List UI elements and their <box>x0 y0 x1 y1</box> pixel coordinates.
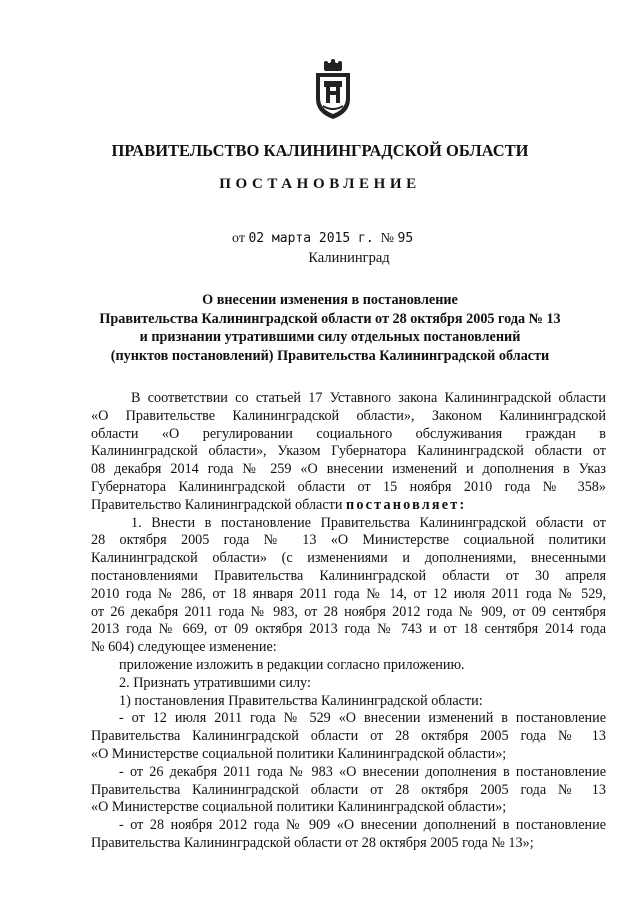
p1-line: 28 октября 2005 года № 13 «О Министерстве социальной политики <box>91 532 606 549</box>
intro-line: Калининградской области», Указом Губернатора Калининградской области от <box>91 443 606 460</box>
number-value: 95 <box>397 231 414 246</box>
intro-end-text: Правительство Калининградской области <box>91 496 343 513</box>
p1-line: 2010 года № 286, от 18 января 2011 года № 14, от 12 июля 2011 года № 529, <box>91 585 606 602</box>
p1-line: 2013 года № 669, от 09 октября 2013 года № 743 и от 18 сентября 2014 года <box>91 621 606 638</box>
p1-line: Калининградской области» (с изменениями и дополнениями, внесенными <box>91 550 606 567</box>
p2-1: 1) постановления Правительства Калининградской области: <box>119 692 483 709</box>
title-line: (пунктов постановлений) Правительства Калининградской области <box>110 347 550 364</box>
intro-line: «О Правительстве Калининградской области», Законом Калининградской <box>91 407 606 424</box>
intro-line: области «О регулировании социального обслуживания граждан в <box>91 425 606 442</box>
city: Калининград <box>308 250 390 266</box>
item-line: Правительства Калининградской области от 28 октября 2005 года № 13»; <box>91 834 534 851</box>
government-name: ПРАВИТЕЛЬСТВО КАЛИНИНГРАДСКОЙ ОБЛАСТИ <box>111 141 529 160</box>
p1-sub: приложение изложить в редакции согласно приложению. <box>119 656 465 673</box>
resolves-word: постановляет: <box>345 496 467 513</box>
p1-line: 1. Внести в постановление Правительства Калининградской области от <box>131 514 606 531</box>
p1-line: от 26 декабря 2011 года № 983, от 28 ноября 2012 года № 909, от 09 сентября <box>91 603 606 620</box>
date-line <box>232 231 413 247</box>
item-line: «О Министерстве социальной политики Калининградской области»; <box>91 745 507 762</box>
p1-line: постановлениями Правительства Калининградской области от 30 апреля <box>91 567 606 584</box>
document-type: ПОСТАНОВЛЕНИЕ <box>219 176 421 192</box>
document-title <box>60 291 600 365</box>
p1-line: № 604) следующее изменение: <box>91 639 277 656</box>
date-prefix: от <box>232 231 245 246</box>
intro-line: 08 декабря 2014 года № 259 «О внесении изменений и дополнения в Указ <box>91 461 606 478</box>
title-line: Правительства Калининградской области от 28 октября 2005 года № 13 <box>99 310 561 327</box>
item-line: - от 28 ноября 2012 года № 909 «О внесении дополнений в постановление <box>119 817 606 834</box>
p2: 2. Признать утратившими силу: <box>119 674 311 691</box>
item-line: - от 26 декабря 2011 года № 983 «О внесении дополнения в постановление <box>119 763 606 780</box>
title-line: и признании утратившими силу отдельных постановлений <box>139 329 521 345</box>
intro-line: Губернатора Калининградской области от 15 ноября 2010 года № 358» <box>91 478 606 495</box>
intro-line: В соответствии со статьей 17 Уставного закона Калининградской области <box>131 390 606 406</box>
number-label: № <box>380 231 395 246</box>
coat-of-arms-icon <box>313 57 353 121</box>
item-line: Правительства Калининградской области от 28 октября 2005 года № 13 <box>91 728 606 745</box>
intro-end <box>91 497 606 515</box>
date-value: 02 марта 2015 г. <box>248 231 374 246</box>
item-line: «О Министерстве социальной политики Калининградской области»; <box>91 799 507 816</box>
title-line: О внесении изменения в постановление <box>202 292 458 308</box>
document-body <box>91 390 606 853</box>
item-line: - от 12 июля 2011 года № 529 «О внесении изменений в постановление <box>119 710 606 727</box>
item-line: Правительства Калининградской области от 28 октября 2005 года № 13 <box>91 781 606 798</box>
